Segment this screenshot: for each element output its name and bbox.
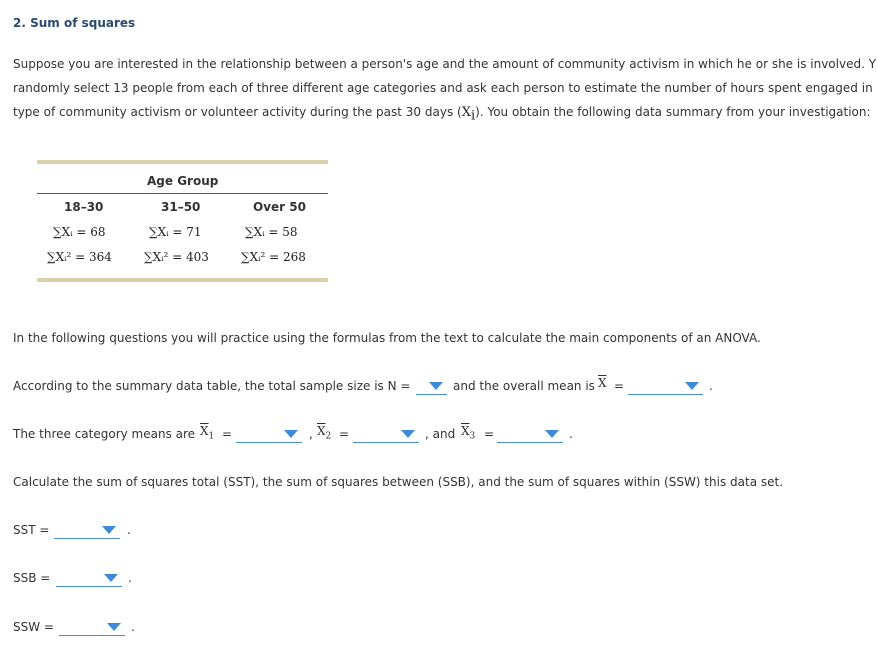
mean-3-symbol: $\overline{X}_3$ bbox=[461, 424, 476, 442]
chevron-down-icon bbox=[284, 430, 298, 438]
column-header-18-30: 18–30 bbox=[64, 200, 104, 214]
sst-label: SST = bbox=[13, 523, 50, 537]
sum-x2-31-50: ∑Xᵢ² = 403 bbox=[144, 250, 209, 264]
sum-x-18-30: ∑Xᵢ = 68 bbox=[53, 225, 106, 239]
q1-text-overall-mean: and the overall mean is bbox=[453, 379, 595, 393]
column-header-31-50: 31–50 bbox=[161, 200, 201, 214]
mean-1-symbol: $\overline{X}_1$ bbox=[200, 424, 215, 442]
sample-size-dropdown[interactable] bbox=[416, 378, 447, 395]
question-title: 2. Sum of squares bbox=[13, 16, 136, 30]
chevron-down-icon bbox=[429, 382, 443, 390]
table-header-rule bbox=[37, 193, 328, 194]
mean-2-symbol: $\overline{X}_2$ bbox=[317, 424, 332, 442]
chevron-down-icon bbox=[104, 574, 118, 582]
ssw-label: SSW = bbox=[13, 620, 54, 634]
q2-text-category-means: The three category means are bbox=[13, 427, 196, 441]
grand-mean-symbol: $\overline{X}$ bbox=[598, 376, 607, 390]
table-top-border bbox=[37, 160, 328, 164]
intro-line-3: type of community activism or volunteer activity during the past 30 days $(X_i)$. You obtain the following data summary from your investigation: bbox=[13, 105, 871, 124]
ssb-period: . bbox=[128, 571, 132, 585]
chevron-down-icon bbox=[401, 430, 415, 438]
chevron-down-icon bbox=[107, 623, 121, 631]
chevron-down-icon bbox=[102, 526, 116, 534]
practice-instructions: In the following questions you will practice using the formulas from the text to calculate the main components of an ANOVA. bbox=[13, 331, 761, 345]
q1-text-sample-size: According to the summary data table, the total sample size is N = bbox=[13, 379, 411, 393]
data-summary-table bbox=[37, 160, 328, 284]
chevron-down-icon bbox=[545, 430, 559, 438]
table-header-age-group: Age Group bbox=[147, 174, 219, 188]
q3-instructions: Calculate the sum of squares total (SST), the sum of squares between (SSB), and the sum of squares within (SSW) this data set. bbox=[13, 475, 784, 489]
q2-comma-and: , and bbox=[425, 427, 456, 441]
ssw-period: . bbox=[131, 620, 135, 634]
sum-x-31-50: ∑Xᵢ = 71 bbox=[149, 225, 202, 239]
q2-period: . bbox=[569, 427, 573, 441]
mean-1-dropdown[interactable] bbox=[236, 426, 302, 443]
ssw-dropdown[interactable] bbox=[59, 619, 125, 636]
sst-dropdown[interactable] bbox=[54, 522, 120, 539]
mean-3-dropdown[interactable] bbox=[497, 426, 563, 443]
overall-mean-dropdown[interactable] bbox=[628, 378, 703, 395]
q1-period: . bbox=[709, 379, 713, 393]
ssb-label: SSB = bbox=[13, 571, 51, 585]
mean-2-dropdown[interactable] bbox=[353, 426, 419, 443]
grand-mean-equals: = bbox=[614, 379, 625, 393]
intro-line-2: randomly select 13 people from each of three different age categories and ask each person to estimate the number of hours spent engaged in bbox=[13, 81, 873, 95]
mean-1-equals: = bbox=[222, 427, 233, 441]
mean-3-equals: = bbox=[484, 427, 495, 441]
sum-x2-18-30: ∑Xᵢ² = 364 bbox=[47, 250, 112, 264]
ssb-dropdown[interactable] bbox=[56, 570, 122, 587]
sum-x2-over-50: ∑Xᵢ² = 268 bbox=[241, 250, 306, 264]
mean-2-equals: = bbox=[339, 427, 350, 441]
sst-period: . bbox=[127, 523, 131, 537]
q2-comma-1: , bbox=[309, 427, 313, 441]
column-header-over-50: Over 50 bbox=[253, 200, 306, 214]
table-bottom-border bbox=[37, 278, 328, 282]
intro-line-1: Suppose you are interested in the relationship between a person's age and the amount of community activism in which he or she is involved. Y bbox=[13, 57, 877, 71]
chevron-down-icon bbox=[685, 382, 699, 390]
sum-x-over-50: ∑Xᵢ = 58 bbox=[245, 225, 298, 239]
